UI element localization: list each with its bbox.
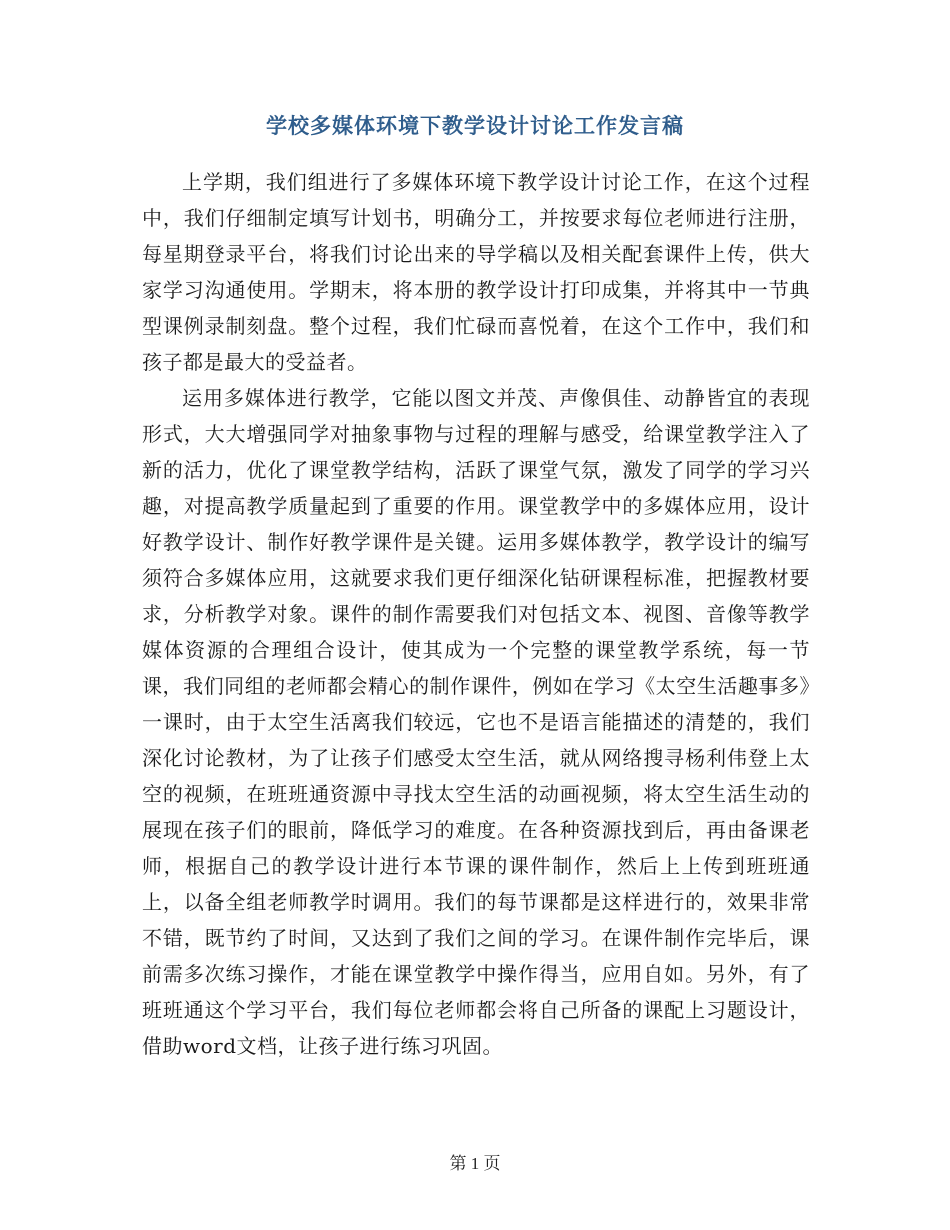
page-number: 第 1 页	[449, 1154, 501, 1173]
paragraph-2: 运用多媒体进行教学，它能以图文并茂、声像俱佳、动静皆宜的表现形式，大大增强同学对抽象事物与过程的理解与感受，给课堂教学注入了新的活力，优化了课堂教学结构，活跃了课堂气氛，激发了同学的学习兴趣，对提高教学质量起到了重要的作用。课堂教学中的多媒体应用，设计好教学设计、制作好教学课件是关键。运用多媒体教学，教学设计的编写须符合多媒体应用，这就要求我们更仔细深化钻研课程标准，把握教材要求，分析教学对象。课件的制作需要我们对包括文本、视图、音像等教学媒体资源的合理组合设计，使其成为一个完整的课堂教学系统，每一节课，我们同组的老师都会精心的制作课件，例如在学习《太空生活趣事多》一课时，由于太空生活离我们较远，它也不是语言能描述的清楚的，我们深化讨论教材，为了让孩子们感受太空生活，就从网络搜寻杨利伟登上太空的视频，在班班通资源中寻找太空生活的动画视频，将太空生活生动的展现在孩子们的眼前，降低学习的难度。在各种资源找到后，再由备课老师，根据自己的教学设计进行本节课的课件制作，然后上上传到班班通上，以备全组老师教学时调用。我们的每节课都是这样进行的，效果非常不错，既节约了时间，又达到了我们之间的学习。在课件制作完毕后，课前需多次练习操作，才能在课堂教学中操作得当，应用自如。另外，有了班班通这个学习平台，我们每位老师都会将自己所备的课配上习题设计，借助word文档，让孩子进行练习巩固。	[142, 386, 810, 1058]
document-body	[142, 164, 810, 1064]
document-title: 学校多媒体环境下教学设计讨论工作发言稿	[266, 113, 684, 138]
paragraph-1: 上学期，我们组进行了多媒体环境下教学设计讨论工作，在这个过程中，我们仔细制定填写计划书，明确分工，并按要求每位老师进行注册，每星期登录平台，将我们讨论出来的导学稿以及相关配套课件上传，供大家学习沟通使用。学期末，将本册的教学设计打印成集，并将其中一节典型课例录制刻盘。整个过程，我们忙碌而喜悦着，在这个工作中，我们和孩子都是最大的受益者。	[142, 170, 810, 374]
